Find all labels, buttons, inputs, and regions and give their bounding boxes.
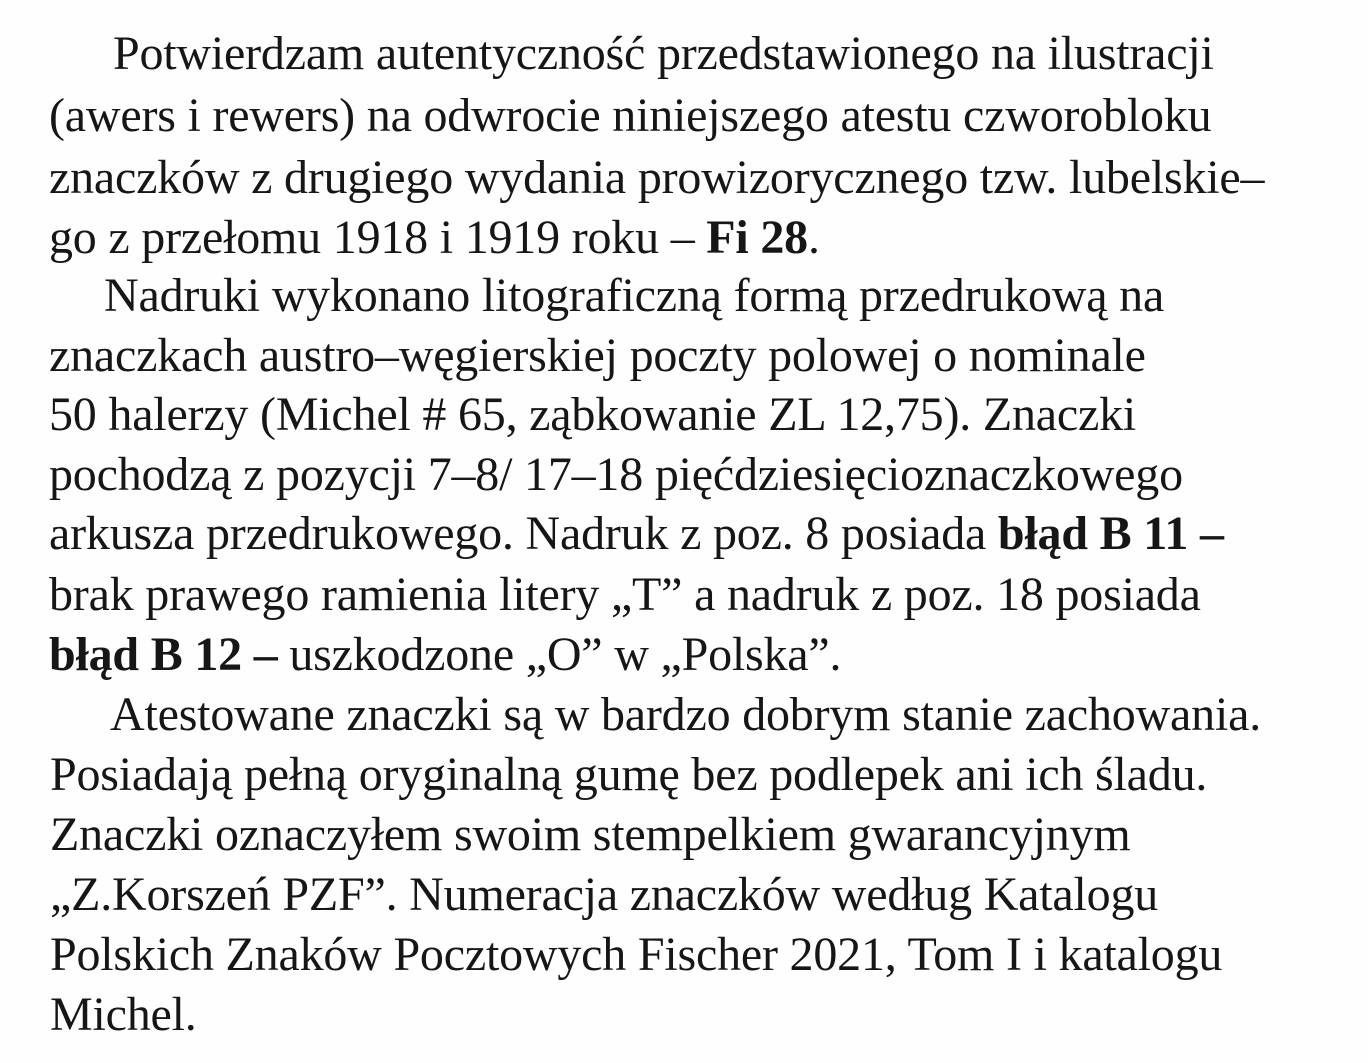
bold-text: błąd B 11 – [997,507,1224,560]
bold-text: błąd B 12 – [49,628,278,681]
text-line [49,625,841,685]
text-line: Posiadają pełną oryginalną gumę bez podlepek ani ich śladu. [50,748,1208,801]
text-run: uszkodzone „O” w „Polska”. [277,628,842,681]
text-run: arkusza przedrukowego. Nadruk z poz. 8 posiada [49,507,998,560]
text-line: 50 halerzy (Michel # 65, ząbkowanie ZL 12,75). Znaczki [49,388,1137,441]
text-line: Michel. [50,988,197,1041]
text-run: . [807,211,820,264]
text-line: Znaczki oznaczyłem swoim stempelkiem gwarancyjnym [50,808,1131,861]
text-line: znaczkach austro–węgierskiej poczty polowej o nominale [49,329,1146,382]
text-line: znaczków z drugiego wydania prowizorycznego tzw. lubelskie– [49,151,1265,204]
bold-text: Fi 28 [706,211,808,264]
text-line: Potwierdzam autentyczność przedstawionego na ilustracji [113,27,1214,80]
text-line [49,208,820,268]
text-line: (awers i rewers) na odwrocie niniejszego atestu czworobloku [49,89,1212,142]
text-run: go z przełomu 1918 i 1919 roku – [49,211,707,264]
text-line: brak prawego ramienia litery „T” a nadruk z poz. 18 posiada [49,568,1201,621]
text-line: Polskich Znaków Pocztowych Fischer 2021, Tom I i katalogu [50,928,1223,981]
text-line: „Z.Korszeń PZF”. Numeracja znaczków według Katalogu [50,868,1159,921]
text-line: pochodzą z pozycji 7–8/ 17–18 pięćdziesięcioznaczkowego [49,448,1183,501]
text-line: Atestowane znaczki są w bardzo dobrym stanie zachowania. [110,688,1261,741]
text-line: Nadruki wykonano litograficzną formą przedrukową na [104,269,1165,322]
text-line [49,504,1224,564]
